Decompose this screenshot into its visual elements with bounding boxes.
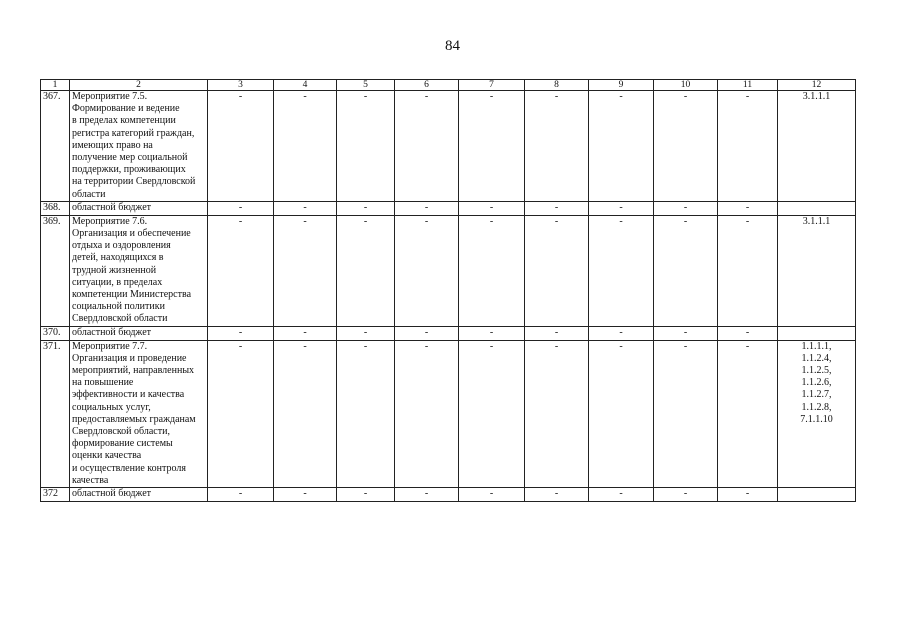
column-header: 12	[778, 80, 856, 91]
target-code-cell	[778, 201, 856, 215]
target-code: 1.1.2.6,	[801, 377, 832, 389]
value-cell: -	[718, 91, 778, 202]
value-cell: -	[337, 326, 395, 340]
value-cell: -	[718, 340, 778, 487]
description-line: Организация и обеспечение	[72, 228, 191, 240]
value-cell: -	[274, 201, 337, 215]
value-cell: -	[589, 215, 654, 326]
value-cell: -	[525, 488, 589, 502]
column-header: 10	[654, 80, 718, 91]
description-line: качества	[72, 474, 109, 486]
value-cell: -	[589, 488, 654, 502]
column-header: 2	[70, 80, 208, 91]
value-cell: -	[654, 201, 718, 215]
value-cell: -	[654, 340, 718, 487]
target-code: 1.1.2.8,	[801, 401, 832, 413]
description-line: Мероприятие 7.7.	[72, 340, 148, 352]
description-line: Мероприятие 7.5.	[72, 91, 148, 102]
row-number: 371.	[41, 340, 70, 487]
target-code: 7.1.1.10	[800, 413, 833, 425]
target-code-cell	[778, 215, 856, 326]
target-code-cell	[778, 488, 856, 502]
description-line: областной бюджет	[72, 201, 152, 213]
description-line: имеющих право на	[72, 139, 153, 151]
value-cell: -	[525, 91, 589, 202]
value-cell: -	[208, 201, 274, 215]
value-cell: -	[395, 326, 459, 340]
row-description	[70, 340, 208, 487]
value-cell: -	[395, 91, 459, 202]
value-cell: -	[208, 91, 274, 202]
column-header: 4	[274, 80, 337, 91]
value-cell: -	[274, 326, 337, 340]
description-line: мероприятий, направленных	[72, 365, 195, 377]
value-cell: -	[459, 91, 525, 202]
description-line: предоставляемых гражданам	[72, 413, 196, 425]
value-cell: -	[337, 201, 395, 215]
description-line: компетенции Министерства	[72, 289, 192, 301]
target-code: 3.1.1.1	[802, 215, 831, 227]
value-cell: -	[654, 488, 718, 502]
value-cell: -	[589, 201, 654, 215]
value-cell: -	[337, 340, 395, 487]
description-line: в пределах компетенции	[72, 115, 176, 127]
value-cell: -	[589, 91, 654, 202]
value-cell: -	[208, 215, 274, 326]
target-code: 1.1.2.7,	[801, 389, 832, 401]
description-line: отдыха и оздоровления	[72, 240, 171, 252]
table-row	[41, 201, 856, 215]
column-header: 6	[395, 80, 459, 91]
value-cell: -	[589, 326, 654, 340]
description-line: ситуации, в пределах	[72, 276, 163, 288]
value-cell: -	[274, 91, 337, 202]
column-number-row	[41, 80, 856, 91]
value-cell: -	[718, 326, 778, 340]
description-line: областной бюджет	[72, 326, 152, 338]
value-cell: -	[654, 326, 718, 340]
description-line: детей, находящихся в	[72, 252, 164, 264]
target-code: 3.1.1.1	[802, 91, 831, 102]
row-number: 368.	[41, 201, 70, 215]
row-description	[70, 215, 208, 326]
value-cell: -	[337, 488, 395, 502]
page-number: 84	[445, 38, 460, 54]
column-header: 7	[459, 80, 525, 91]
row-description	[70, 326, 208, 340]
target-code: 1.1.1.1,	[801, 340, 832, 352]
description-line: Формирование и ведение	[72, 103, 180, 115]
value-cell: -	[459, 215, 525, 326]
description-line: поддержки, проживающих	[72, 164, 186, 176]
description-line: получение мер социальной	[72, 152, 188, 164]
value-cell: -	[589, 340, 654, 487]
value-cell: -	[654, 215, 718, 326]
value-cell: -	[274, 215, 337, 326]
column-header: 5	[337, 80, 395, 91]
description-line: на повышение	[72, 377, 134, 389]
row-description	[70, 201, 208, 215]
value-cell: -	[525, 201, 589, 215]
description-line: Мероприятие 7.6.	[72, 215, 148, 227]
row-number: 369.	[41, 215, 70, 326]
row-description	[70, 91, 208, 202]
value-cell: -	[459, 488, 525, 502]
description-line: на территории Свердловской	[72, 176, 196, 188]
value-cell: -	[395, 215, 459, 326]
row-number: 367.	[41, 91, 70, 202]
value-cell: -	[208, 326, 274, 340]
column-header: 9	[589, 80, 654, 91]
table-row	[41, 91, 856, 202]
table-row	[41, 326, 856, 340]
value-cell: -	[718, 488, 778, 502]
value-cell: -	[525, 326, 589, 340]
value-cell: -	[337, 91, 395, 202]
table-row	[41, 340, 856, 487]
description-line: Свердловской области,	[72, 426, 170, 438]
description-line: регистра категорий граждан,	[72, 127, 195, 139]
description-line: оценки качества	[72, 450, 142, 462]
value-cell: -	[459, 340, 525, 487]
program-table	[40, 79, 856, 502]
value-cell: -	[395, 340, 459, 487]
value-cell: -	[208, 340, 274, 487]
target-code-cell	[778, 91, 856, 202]
row-number: 372	[41, 488, 70, 502]
column-header: 3	[208, 80, 274, 91]
value-cell: -	[208, 488, 274, 502]
description-line: трудной жизненной	[72, 264, 157, 276]
column-header: 8	[525, 80, 589, 91]
row-number: 370.	[41, 326, 70, 340]
description-line: и осуществление контроля	[72, 462, 186, 474]
row-description	[70, 488, 208, 502]
value-cell: -	[337, 215, 395, 326]
description-line: эффективности и качества	[72, 389, 185, 401]
table-row	[41, 215, 856, 326]
description-line: области	[72, 188, 106, 200]
table-row	[41, 488, 856, 502]
target-code: 1.1.2.4,	[801, 352, 832, 364]
value-cell: -	[274, 488, 337, 502]
value-cell: -	[274, 340, 337, 487]
description-line: Организация и проведение	[72, 352, 187, 364]
target-code: 1.1.2.5,	[801, 365, 832, 377]
value-cell: -	[525, 340, 589, 487]
value-cell: -	[395, 201, 459, 215]
column-header: 11	[718, 80, 778, 91]
value-cell: -	[395, 488, 459, 502]
value-cell: -	[718, 201, 778, 215]
description-line: областной бюджет	[72, 488, 152, 500]
value-cell: -	[459, 201, 525, 215]
value-cell: -	[525, 215, 589, 326]
value-cell: -	[459, 326, 525, 340]
description-line: Свердловской области	[72, 313, 168, 325]
column-header: 1	[41, 80, 70, 91]
description-line: социальной политики	[72, 301, 165, 313]
value-cell: -	[718, 215, 778, 326]
description-line: формирование системы	[72, 438, 173, 450]
target-code-cell	[778, 326, 856, 340]
target-code-cell	[778, 340, 856, 487]
description-line: социальных услуг,	[72, 401, 151, 413]
value-cell: -	[654, 91, 718, 202]
